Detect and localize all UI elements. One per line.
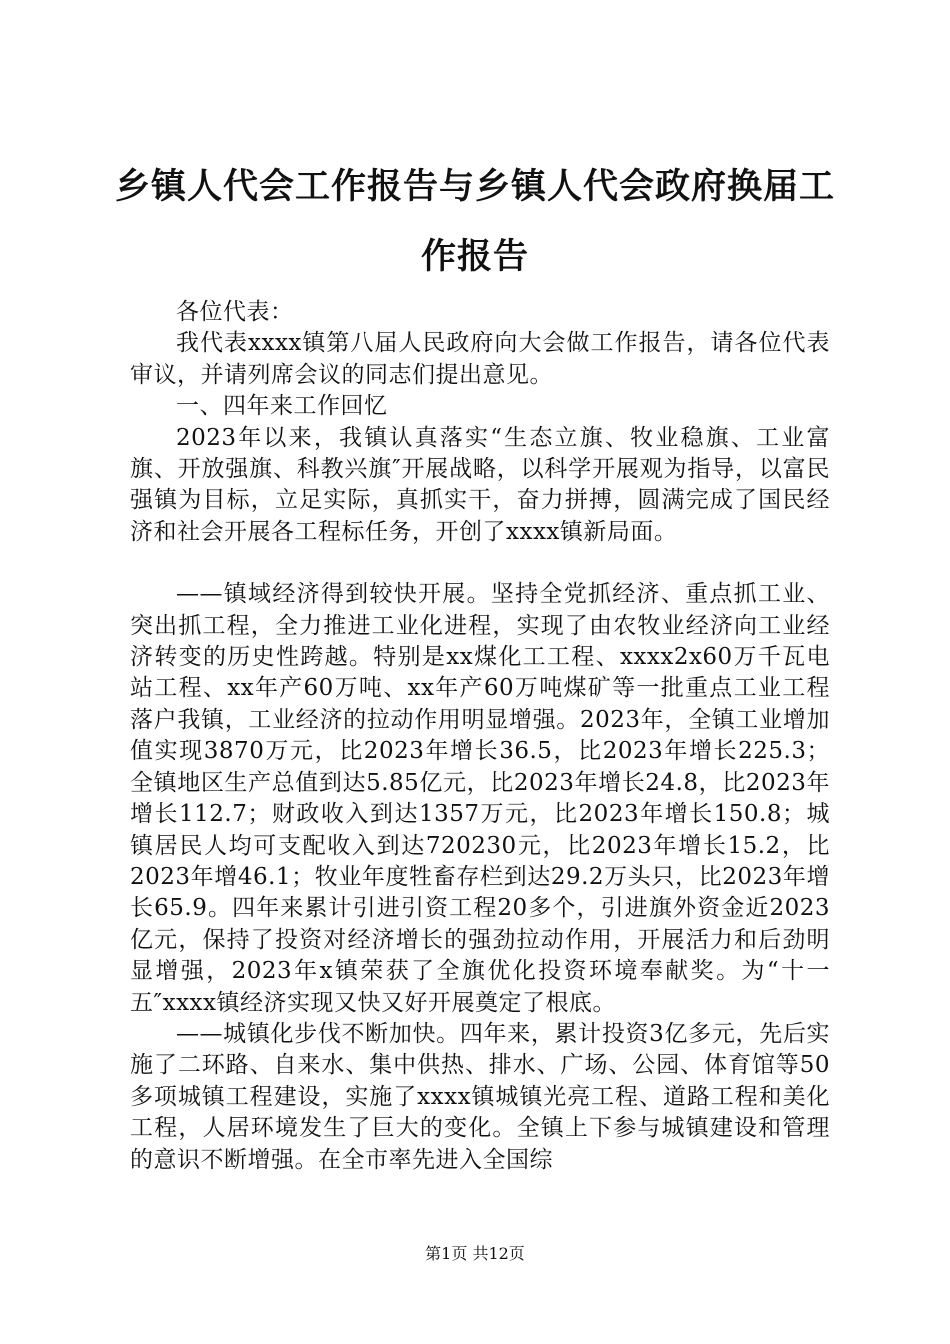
salutation: 各位代表： [176,299,294,325]
document-title-line-2: 作报告 [420,237,529,277]
document-body [130,297,830,1176]
document-title-line-1: 乡镇人代会工作报告与乡镇人代会政府换届工 [114,167,835,207]
intro-paragraph: 我代表xxxx镇第八届人民政府向大会做工作报告，请各位代表审议，并请列席会议的同志们提出意见。 [130,330,830,388]
body-paragraph: 2023年以来，我镇认真落实“生态立旗、牧业稳旗、工业富旗、开放强旗、科教兴旗″开展战略，以科学开展观为指导，以富民强镇为目标，立足实际，真抓实干，奋力拼搏，圆满完成了国民经济和社会开展各工程标任务，开创了xxxx镇新局面。 [130,424,830,545]
body-paragraph: ——城镇化步伐不断加快。四年来，累计投资3亿多元，先后实施了二环路、自来水、集中供热、排水、广场、公园、体育馆等50多项城镇工程建设，实施了xxxx镇城镇光亮工程、道路工程和美化工程，人居环境发生了巨大的变化。全镇上下参与城镇建设和管理的意识不断增强。在全市率先进入全国综 [130,1020,830,1173]
section-heading: 一、四年来工作回忆 [176,393,388,420]
body-paragraph: ——镇域经济得到较快开展。坚持全党抓经济、重点抓工业、突出抓工程，全力推进工业化进程，实现了由农牧业经济向工业经济转变的历史性跨越。特别是xx煤化工工程、xxxx2x60万千瓦电站工程、xx年产60万吨、xx年产60万吨煤矿等一批重点工业工程落户我镇，工业经济的拉动作用明显增强。2023年，全镇工业增加值实现3870万元，比2023年增长36.5，比2023年增长225.3；全镇地区生产总值到达5.85亿元，比2023年增长24.8，比2023年增长112.7；财政收入到达1357万元，比2023年增长150.8；城镇居民人均可支配收入到达720230元，比2023年增长15.2，比2023年增46.1；牧业年度牲畜存栏到达29.2万头只，比2023年增长65.9。四年来累计引进引资工程20多个，引进旗外资金近2023亿元，保持了投资对经济增长的强劲拉动作用，开展活力和后劲明显增强，2023年x镇荣获了全旗优化投资环境奉献奖。为“十一五″xxxx镇经济实现又快又好开展奠定了根底。 [130,581,830,1016]
page-number-footer: 第1页 共12页 [425,1244,525,1263]
